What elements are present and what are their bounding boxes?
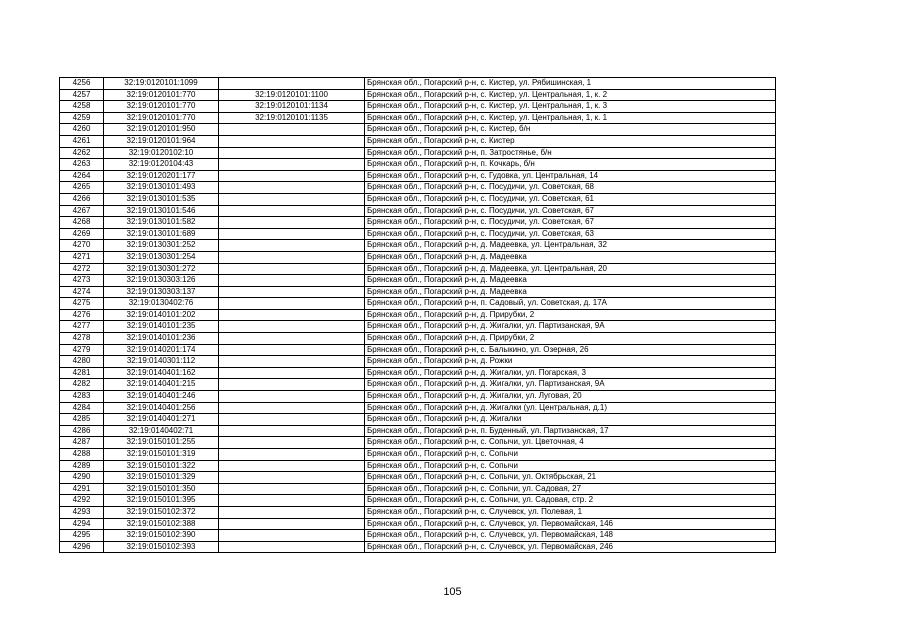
row-number-cell: 4266 bbox=[60, 193, 104, 205]
address-cell: Брянская обл., Погарский р-н, с. Кистер, б/н bbox=[365, 124, 776, 136]
address-cell: Брянская обл., Погарский р-н, с. Гудовка, ул. Центральная, 14 bbox=[365, 170, 776, 182]
linked-cadastral-number-cell bbox=[219, 286, 365, 298]
table-row bbox=[60, 402, 776, 414]
table-row bbox=[60, 483, 776, 495]
table-row bbox=[60, 193, 776, 205]
cadastral-number-cell: 32:19:0140101:235 bbox=[104, 321, 219, 333]
cadastral-number-cell: 32:19:0150102:372 bbox=[104, 506, 219, 518]
linked-cadastral-number-cell bbox=[219, 344, 365, 356]
row-number-cell: 4258 bbox=[60, 101, 104, 113]
table-row bbox=[60, 449, 776, 461]
linked-cadastral-number-cell bbox=[219, 275, 365, 287]
linked-cadastral-number-cell bbox=[219, 449, 365, 461]
table-row bbox=[60, 228, 776, 240]
linked-cadastral-number-cell bbox=[219, 391, 365, 403]
address-cell: Брянская обл., Погарский р-н, с. Случевск, ул. Полевая, 1 bbox=[365, 506, 776, 518]
linked-cadastral-number-cell bbox=[219, 460, 365, 472]
table-row bbox=[60, 518, 776, 530]
address-cell: Брянская обл., Погарский р-н, д. Мадеевка bbox=[365, 251, 776, 263]
address-cell: Брянская обл., Погарский р-н, с. Посудичи, ул. Советская, 68 bbox=[365, 182, 776, 194]
table-row bbox=[60, 101, 776, 113]
linked-cadastral-number-cell bbox=[219, 205, 365, 217]
linked-cadastral-number-cell bbox=[219, 147, 365, 159]
table-row bbox=[60, 112, 776, 124]
row-number-cell: 4256 bbox=[60, 78, 104, 90]
cadastral-number-cell: 32:19:0120102:10 bbox=[104, 147, 219, 159]
linked-cadastral-number-cell bbox=[219, 530, 365, 542]
row-number-cell: 4277 bbox=[60, 321, 104, 333]
cadastral-number-cell: 32:19:0120101:1099 bbox=[104, 78, 219, 90]
cadastral-number-cell: 32:19:0120201:177 bbox=[104, 170, 219, 182]
cadastral-number-cell: 32:19:0120101:770 bbox=[104, 112, 219, 124]
row-number-cell: 4294 bbox=[60, 518, 104, 530]
cadastral-number-cell: 32:19:0140401:162 bbox=[104, 367, 219, 379]
row-number-cell: 4268 bbox=[60, 217, 104, 229]
cadastral-number-cell: 32:19:0130101:689 bbox=[104, 228, 219, 240]
linked-cadastral-number-cell bbox=[219, 124, 365, 136]
row-number-cell: 4280 bbox=[60, 356, 104, 368]
linked-cadastral-number-cell bbox=[219, 356, 365, 368]
row-number-cell: 4259 bbox=[60, 112, 104, 124]
row-number-cell: 4287 bbox=[60, 437, 104, 449]
table-row bbox=[60, 437, 776, 449]
cadastral-number-cell: 32:19:0120101:770 bbox=[104, 89, 219, 101]
address-cell: Брянская обл., Погарский р-н, д. Мадеевка, ул. Центральная, 32 bbox=[365, 240, 776, 252]
linked-cadastral-number-cell bbox=[219, 483, 365, 495]
address-cell: Брянская обл., Погарский р-н, с. Сопычи, ул. Цветочная, 4 bbox=[365, 437, 776, 449]
address-cell: Брянская обл., Погарский р-н, д. Жигалки, ул. Погарская, 3 bbox=[365, 367, 776, 379]
linked-cadastral-number-cell bbox=[219, 518, 365, 530]
row-number-cell: 4278 bbox=[60, 333, 104, 345]
linked-cadastral-number-cell bbox=[219, 321, 365, 333]
cadastral-number-cell: 32:19:0130402:76 bbox=[104, 298, 219, 310]
address-cell: Брянская обл., Погарский р-н, с. Сопычи bbox=[365, 449, 776, 461]
cadastral-number-cell: 32:19:0130301:252 bbox=[104, 240, 219, 252]
table-row bbox=[60, 414, 776, 426]
row-number-cell: 4286 bbox=[60, 425, 104, 437]
linked-cadastral-number-cell bbox=[219, 159, 365, 171]
row-number-cell: 4283 bbox=[60, 391, 104, 403]
address-cell: Брянская обл., Погарский р-н, д. Прирубки, 2 bbox=[365, 333, 776, 345]
address-cell: Брянская обл., Погарский р-н, с. Кистер, ул. Центральная, 1, к. 1 bbox=[365, 112, 776, 124]
linked-cadastral-number-cell bbox=[219, 333, 365, 345]
table-row bbox=[60, 251, 776, 263]
linked-cadastral-number-cell bbox=[219, 506, 365, 518]
registry-table bbox=[59, 77, 776, 553]
address-cell: Брянская обл., Погарский р-н, д. Жигалки, ул. Партизанская, 9А bbox=[365, 379, 776, 391]
cadastral-number-cell: 32:19:0120101:770 bbox=[104, 101, 219, 113]
address-cell: Брянская обл., Погарский р-н, с. Случевск, ул. Первомайская, 146 bbox=[365, 518, 776, 530]
row-number-cell: 4257 bbox=[60, 89, 104, 101]
table-row bbox=[60, 78, 776, 90]
address-cell: Брянская обл., Погарский р-н, д. Жигалки, ул. Партизанская, 9А bbox=[365, 321, 776, 333]
linked-cadastral-number-cell bbox=[219, 228, 365, 240]
table-row bbox=[60, 379, 776, 391]
table-row bbox=[60, 356, 776, 368]
address-cell: Брянская обл., Погарский р-н, д. Мадеевка, ул. Центральная, 20 bbox=[365, 263, 776, 275]
linked-cadastral-number-cell bbox=[219, 240, 365, 252]
cadastral-number-cell: 32:19:0150102:388 bbox=[104, 518, 219, 530]
cadastral-number-cell: 32:19:0150102:393 bbox=[104, 541, 219, 553]
row-number-cell: 4262 bbox=[60, 147, 104, 159]
table-row bbox=[60, 170, 776, 182]
row-number-cell: 4289 bbox=[60, 460, 104, 472]
cadastral-number-cell: 32:19:0140301:112 bbox=[104, 356, 219, 368]
table-row bbox=[60, 391, 776, 403]
cadastral-number-cell: 32:19:0130301:272 bbox=[104, 263, 219, 275]
row-number-cell: 4275 bbox=[60, 298, 104, 310]
table-row bbox=[60, 425, 776, 437]
linked-cadastral-number-cell bbox=[219, 263, 365, 275]
row-number-cell: 4269 bbox=[60, 228, 104, 240]
address-cell: Брянская обл., Погарский р-н, с. Кистер, ул. Рябишинская, 1 bbox=[365, 78, 776, 90]
row-number-cell: 4290 bbox=[60, 472, 104, 484]
linked-cadastral-number-cell bbox=[219, 251, 365, 263]
row-number-cell: 4261 bbox=[60, 135, 104, 147]
table-row bbox=[60, 286, 776, 298]
row-number-cell: 4279 bbox=[60, 344, 104, 356]
cadastral-number-cell: 32:19:0130101:582 bbox=[104, 217, 219, 229]
cadastral-number-cell: 32:19:0140101:202 bbox=[104, 309, 219, 321]
address-cell: Брянская обл., Погарский р-н, п. Кочкарь, б/н bbox=[365, 159, 776, 171]
linked-cadastral-number-cell bbox=[219, 78, 365, 90]
linked-cadastral-number-cell bbox=[219, 170, 365, 182]
linked-cadastral-number-cell bbox=[219, 414, 365, 426]
table-row bbox=[60, 321, 776, 333]
row-number-cell: 4284 bbox=[60, 402, 104, 414]
table-row bbox=[60, 309, 776, 321]
row-number-cell: 4271 bbox=[60, 251, 104, 263]
linked-cadastral-number-cell bbox=[219, 298, 365, 310]
cadastral-number-cell: 32:19:0130101:535 bbox=[104, 193, 219, 205]
cadastral-number-cell: 32:19:0140402:71 bbox=[104, 425, 219, 437]
table-row bbox=[60, 472, 776, 484]
row-number-cell: 4292 bbox=[60, 495, 104, 507]
address-cell: Брянская обл., Погарский р-н, д. Жигалки, ул. Луговая, 20 bbox=[365, 391, 776, 403]
table-row bbox=[60, 124, 776, 136]
cadastral-number-cell: 32:19:0140101:236 bbox=[104, 333, 219, 345]
table-row bbox=[60, 275, 776, 287]
linked-cadastral-number-cell bbox=[219, 402, 365, 414]
address-cell: Брянская обл., Погарский р-н, с. Посудичи, ул. Советская, 67 bbox=[365, 217, 776, 229]
cadastral-number-cell: 32:19:0130303:137 bbox=[104, 286, 219, 298]
table-row bbox=[60, 298, 776, 310]
table-row bbox=[60, 159, 776, 171]
cadastral-number-cell: 32:19:0120101:964 bbox=[104, 135, 219, 147]
linked-cadastral-number-cell: 32:19:0120101:1100 bbox=[219, 89, 365, 101]
linked-cadastral-number-cell bbox=[219, 379, 365, 391]
address-cell: Брянская обл., Погарский р-н, д. Рожки bbox=[365, 356, 776, 368]
registry-table-body bbox=[60, 78, 776, 553]
row-number-cell: 4288 bbox=[60, 449, 104, 461]
cadastral-number-cell: 32:19:0150101:350 bbox=[104, 483, 219, 495]
linked-cadastral-number-cell bbox=[219, 193, 365, 205]
cadastral-number-cell: 32:19:0150102:390 bbox=[104, 530, 219, 542]
row-number-cell: 4281 bbox=[60, 367, 104, 379]
address-cell: Брянская обл., Погарский р-н, с. Кистер bbox=[365, 135, 776, 147]
table-row bbox=[60, 135, 776, 147]
address-cell: Брянская обл., Погарский р-н, с. Балыкино, ул. Озерная, 26 bbox=[365, 344, 776, 356]
address-cell: Брянская обл., Погарский р-н, п. Затростянье, б/н bbox=[365, 147, 776, 159]
row-number-cell: 4285 bbox=[60, 414, 104, 426]
table-row bbox=[60, 344, 776, 356]
row-number-cell: 4265 bbox=[60, 182, 104, 194]
address-cell: Брянская обл., Погарский р-н, п. Садовый, ул. Советская, д. 17А bbox=[365, 298, 776, 310]
table-row bbox=[60, 333, 776, 345]
linked-cadastral-number-cell bbox=[219, 541, 365, 553]
linked-cadastral-number-cell bbox=[219, 135, 365, 147]
linked-cadastral-number-cell bbox=[219, 425, 365, 437]
table-row bbox=[60, 495, 776, 507]
cadastral-number-cell: 32:19:0140401:256 bbox=[104, 402, 219, 414]
address-cell: Брянская обл., Погарский р-н, с. Кистер, ул. Центральная, 1, к. 2 bbox=[365, 89, 776, 101]
table-row bbox=[60, 263, 776, 275]
cadastral-number-cell: 32:19:0140201:174 bbox=[104, 344, 219, 356]
row-number-cell: 4274 bbox=[60, 286, 104, 298]
linked-cadastral-number-cell bbox=[219, 309, 365, 321]
address-cell: Брянская обл., Погарский р-н, с. Случевск, ул. Первомайская, 246 bbox=[365, 541, 776, 553]
row-number-cell: 4282 bbox=[60, 379, 104, 391]
linked-cadastral-number-cell: 32:19:0120101:1135 bbox=[219, 112, 365, 124]
row-number-cell: 4273 bbox=[60, 275, 104, 287]
cadastral-number-cell: 32:19:0120104:43 bbox=[104, 159, 219, 171]
linked-cadastral-number-cell bbox=[219, 437, 365, 449]
address-cell: Брянская обл., Погарский р-н, д. Мадеевка bbox=[365, 275, 776, 287]
cadastral-number-cell: 32:19:0150101:395 bbox=[104, 495, 219, 507]
address-cell: Брянская обл., Погарский р-н, д. Прирубки, 2 bbox=[365, 309, 776, 321]
row-number-cell: 4276 bbox=[60, 309, 104, 321]
cadastral-number-cell: 32:19:0150101:322 bbox=[104, 460, 219, 472]
row-number-cell: 4260 bbox=[60, 124, 104, 136]
cadastral-number-cell: 32:19:0130303:126 bbox=[104, 275, 219, 287]
row-number-cell: 4293 bbox=[60, 506, 104, 518]
address-cell: Брянская обл., Погарский р-н, с. Сопычи bbox=[365, 460, 776, 472]
row-number-cell: 4263 bbox=[60, 159, 104, 171]
row-number-cell: 4270 bbox=[60, 240, 104, 252]
address-cell: Брянская обл., Погарский р-н, с. Посудичи, ул. Советская, 67 bbox=[365, 205, 776, 217]
address-cell: Брянская обл., Погарский р-н, с. Сопычи, ул. Садовая, стр. 2 bbox=[365, 495, 776, 507]
row-number-cell: 4267 bbox=[60, 205, 104, 217]
table-row bbox=[60, 530, 776, 542]
cadastral-number-cell: 32:19:0130101:493 bbox=[104, 182, 219, 194]
address-cell: Брянская обл., Погарский р-н, с. Сопычи, ул. Садовая, 27 bbox=[365, 483, 776, 495]
linked-cadastral-number-cell bbox=[219, 495, 365, 507]
table-row bbox=[60, 147, 776, 159]
table-row bbox=[60, 460, 776, 472]
cadastral-number-cell: 32:19:0150101:329 bbox=[104, 472, 219, 484]
row-number-cell: 4272 bbox=[60, 263, 104, 275]
table-row bbox=[60, 182, 776, 194]
address-cell: Брянская обл., Погарский р-н, д. Мадеевка bbox=[365, 286, 776, 298]
cadastral-number-cell: 32:19:0120101:950 bbox=[104, 124, 219, 136]
row-number-cell: 4291 bbox=[60, 483, 104, 495]
address-cell: Брянская обл., Погарский р-н, с. Посудичи, ул. Советская, 63 bbox=[365, 228, 776, 240]
linked-cadastral-number-cell bbox=[219, 182, 365, 194]
row-number-cell: 4296 bbox=[60, 541, 104, 553]
row-number-cell: 4264 bbox=[60, 170, 104, 182]
address-cell: Брянская обл., Погарский р-н, с. Сопычи, ул. Октябрьская, 21 bbox=[365, 472, 776, 484]
cadastral-number-cell: 32:19:0140401:215 bbox=[104, 379, 219, 391]
table-row bbox=[60, 205, 776, 217]
row-number-cell: 4295 bbox=[60, 530, 104, 542]
table-row bbox=[60, 240, 776, 252]
linked-cadastral-number-cell bbox=[219, 472, 365, 484]
cadastral-number-cell: 32:19:0130301:254 bbox=[104, 251, 219, 263]
address-cell: Брянская обл., Погарский р-н, с. Посудичи, ул. Советская, 61 bbox=[365, 193, 776, 205]
cadastral-number-cell: 32:19:0140401:246 bbox=[104, 391, 219, 403]
linked-cadastral-number-cell bbox=[219, 217, 365, 229]
address-cell: Брянская обл., Погарский р-н, п. Буденный, ул. Партизанская, 17 bbox=[365, 425, 776, 437]
page-number: 105 bbox=[443, 586, 462, 598]
table-row bbox=[60, 367, 776, 379]
cadastral-number-cell: 32:19:0130101:546 bbox=[104, 205, 219, 217]
address-cell: Брянская обл., Погарский р-н, д. Жигалки (ул. Центральная, д.1) bbox=[365, 402, 776, 414]
table-row bbox=[60, 506, 776, 518]
table-row bbox=[60, 217, 776, 229]
address-cell: Брянская обл., Погарский р-н, с. Случевск, ул. Первомайская, 148 bbox=[365, 530, 776, 542]
address-cell: Брянская обл., Погарский р-н, д. Жигалки bbox=[365, 414, 776, 426]
table-row bbox=[60, 89, 776, 101]
cadastral-number-cell: 32:19:0150101:319 bbox=[104, 449, 219, 461]
address-cell: Брянская обл., Погарский р-н, с. Кистер, ул. Центральная, 1, к. 3 bbox=[365, 101, 776, 113]
cadastral-number-cell: 32:19:0140401:271 bbox=[104, 414, 219, 426]
table-row bbox=[60, 541, 776, 553]
cadastral-number-cell: 32:19:0150101:255 bbox=[104, 437, 219, 449]
linked-cadastral-number-cell: 32:19:0120101:1134 bbox=[219, 101, 365, 113]
linked-cadastral-number-cell bbox=[219, 367, 365, 379]
